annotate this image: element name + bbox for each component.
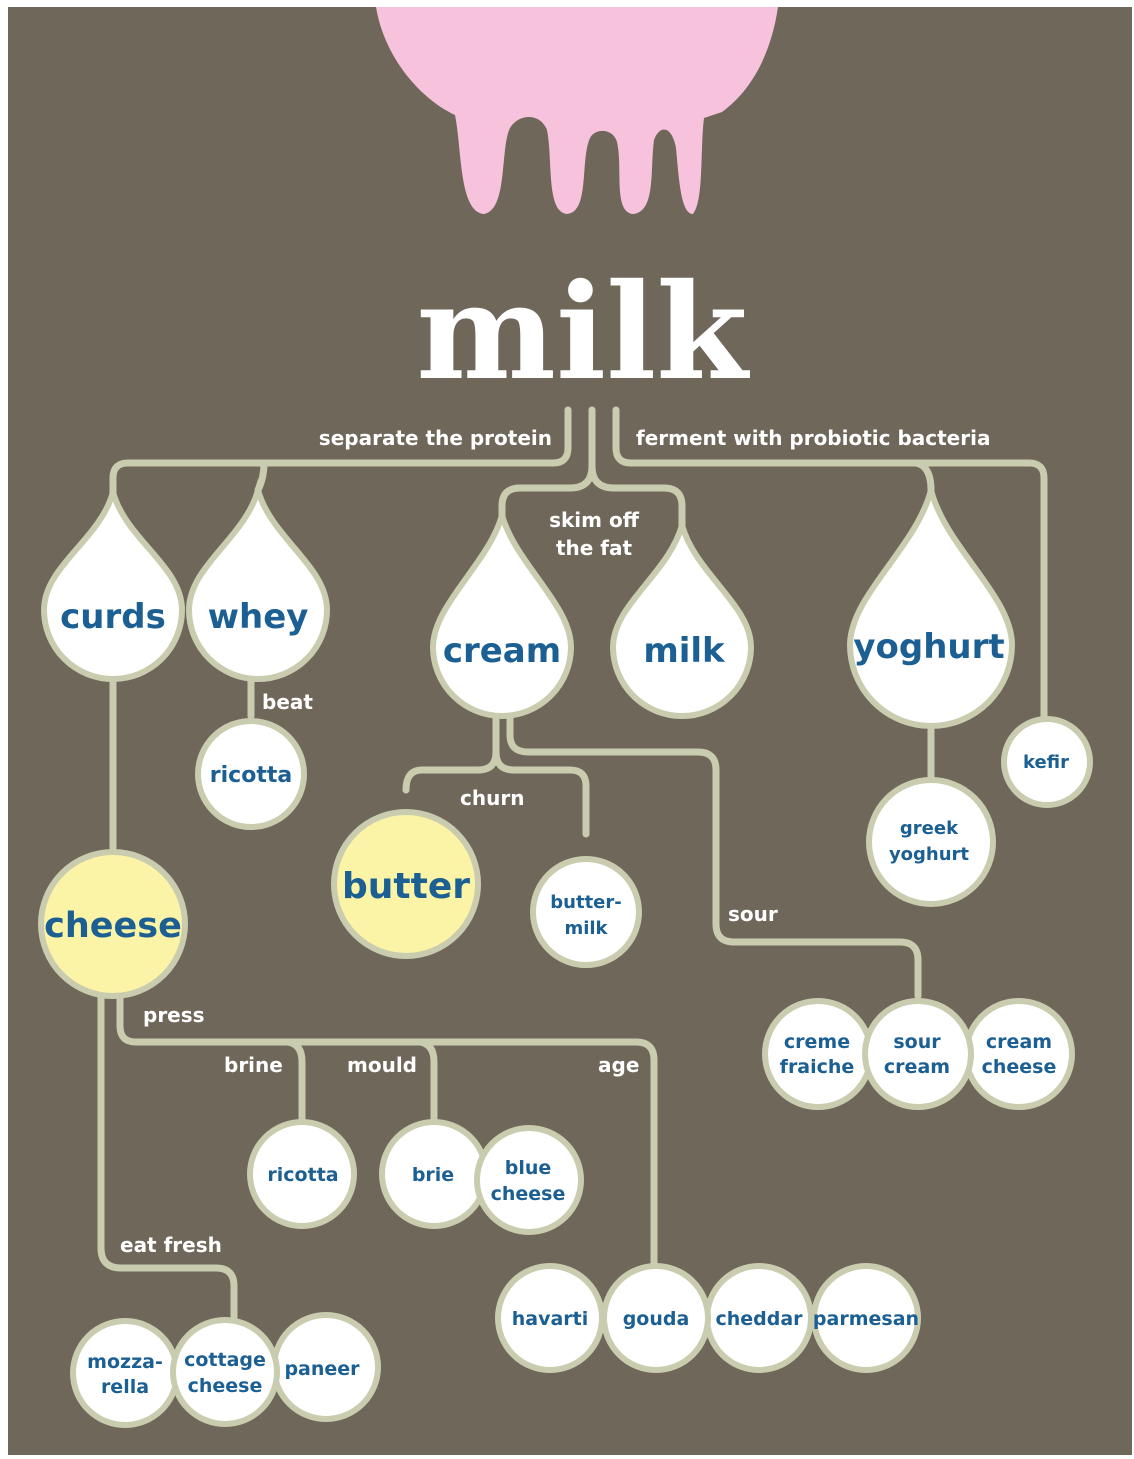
node-greek-yoghurt [869, 780, 993, 904]
label-skim-line1: skim off [549, 508, 639, 532]
node-label-parmesan: parmesan [812, 1308, 920, 1330]
node-label-blue-2: cheese [490, 1183, 566, 1205]
drop-label-milk: milk [643, 631, 725, 671]
node-label-paneer: paneer [284, 1358, 360, 1380]
node-label-greek-2: yoghurt [888, 844, 970, 865]
node-label-creme-1: creme [783, 1031, 851, 1053]
drop-label-yoghurt: yoghurt [853, 627, 1005, 667]
label-beat: beat [262, 690, 313, 714]
node-label-havarti: havarti [511, 1308, 589, 1330]
label-brine: brine [224, 1053, 283, 1077]
label-age: age [598, 1053, 640, 1077]
label-press: press [143, 1003, 205, 1027]
node-label-brie: brie [411, 1164, 455, 1186]
node-label-creme-2: fraiche [779, 1056, 855, 1078]
node-label-cheese: cheese [44, 906, 182, 946]
node-label-greek-1: greek [899, 818, 959, 839]
drop-label-curds: curds [60, 597, 166, 637]
node-label-gouda: gouda [622, 1308, 690, 1330]
node-label-mozza-1: mozza- [87, 1351, 163, 1373]
label-eat-fresh: eat fresh [120, 1233, 222, 1257]
node-label-creamcheese-2: cheese [981, 1056, 1057, 1078]
node-label-creamcheese-1: cream [985, 1031, 1053, 1053]
label-separate-protein: separate the protein [318, 426, 552, 450]
label-mould: mould [347, 1053, 417, 1077]
label-ferment: ferment with probiotic bacteria [636, 426, 991, 450]
node-label-kefir: kefir [1023, 752, 1069, 773]
node-blue-cheese [477, 1128, 581, 1232]
node-label-cottage-2: cheese [187, 1375, 263, 1397]
node-cottage-cheese [173, 1320, 277, 1424]
node-mozzarella [73, 1321, 177, 1425]
node-label-mozza-2: rella [100, 1376, 150, 1398]
node-label-cheddar: cheddar [715, 1308, 803, 1330]
node-label-butter: butter [342, 866, 470, 907]
label-sour: sour [728, 902, 778, 926]
node-label-sour-1: sour [893, 1031, 941, 1053]
page-title: milk [416, 255, 748, 410]
node-label-buttermilk-2: milk [564, 918, 608, 939]
node-label-blue-1: blue [504, 1157, 552, 1179]
node-label-cottage-1: cottage [184, 1349, 266, 1371]
node-sour-cream [865, 1001, 971, 1107]
node-creme-fraiche [765, 1001, 871, 1107]
node-label-ricotta-brine: ricotta [267, 1164, 339, 1186]
drop-label-cream: cream [442, 631, 562, 671]
node-label-buttermilk-1: butter- [550, 892, 622, 913]
label-skim-line2: the fat [555, 536, 633, 560]
node-cream-cheese [966, 1001, 1072, 1107]
label-churn: churn [460, 786, 525, 810]
node-label-ricotta-whey: ricotta [209, 763, 293, 788]
drop-label-whey: whey [207, 597, 309, 637]
node-label-sour-2: cream [883, 1056, 951, 1078]
